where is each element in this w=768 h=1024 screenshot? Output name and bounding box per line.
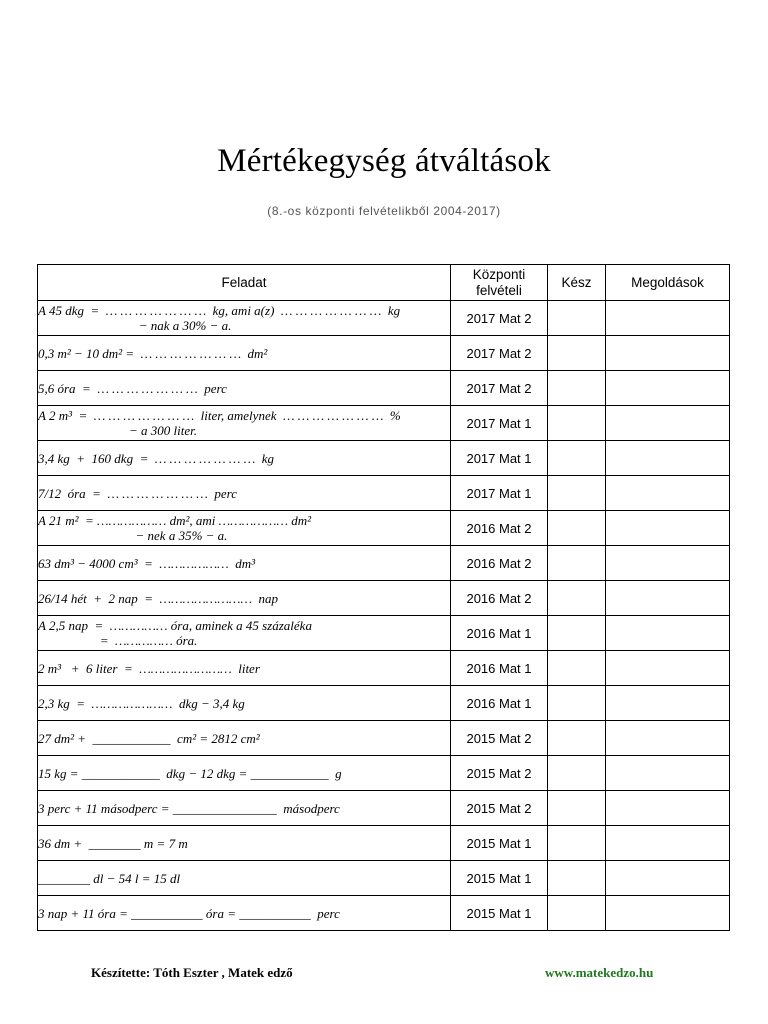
solution-cell	[606, 826, 730, 861]
task-cell: A 2,5 nap = …………… óra, aminek a 45 százaléka = …………… óra.	[38, 616, 451, 651]
table-row	[38, 476, 730, 511]
done-cell	[548, 826, 606, 861]
exam-cell: 2015 Mat 2	[451, 791, 548, 826]
task-cell: 63 dm³ − 4000 cm³ = ……………… dm³	[38, 546, 451, 581]
solution-cell	[606, 651, 730, 686]
done-cell	[548, 301, 606, 336]
exam-cell: 2017 Mat 1	[451, 406, 548, 441]
task-cell: 2 m³ + 6 liter = …………………… liter	[38, 651, 451, 686]
header-task: Feladat	[38, 265, 451, 301]
exam-cell: 2015 Mat 1	[451, 896, 548, 931]
done-cell	[548, 651, 606, 686]
table-row	[38, 616, 730, 651]
done-cell	[548, 371, 606, 406]
task-cell: 36 dm + ________ m = 7 m	[38, 826, 451, 861]
table-row	[38, 756, 730, 791]
solution-cell	[606, 896, 730, 931]
task-cell: A 2 m³ = … … … … … … … liter, amelynek … … … … … … … % − a 300 liter.	[38, 406, 451, 441]
done-cell	[548, 406, 606, 441]
exam-cell: 2016 Mat 1	[451, 651, 548, 686]
solution-cell	[606, 441, 730, 476]
solution-cell	[606, 406, 730, 441]
solution-cell	[606, 511, 730, 546]
task-cell: 3 nap + 11 óra = ___________ óra = ___________ perc	[38, 896, 451, 931]
table-header-row	[38, 265, 730, 301]
table-row	[38, 441, 730, 476]
done-cell	[548, 861, 606, 896]
table-row	[38, 826, 730, 861]
solution-cell	[606, 476, 730, 511]
solution-cell	[606, 721, 730, 756]
solution-cell	[606, 686, 730, 721]
exam-cell: 2016 Mat 2	[451, 511, 548, 546]
task-cell: 2,3 kg = ………………… dkg − 3,4 kg	[38, 686, 451, 721]
task-cell: 15 kg = ____________ dkg − 12 dkg = ____________ g	[38, 756, 451, 791]
done-cell	[548, 791, 606, 826]
task-cell: A 45 dkg = … … … … … … … kg, ami a(z) … … … … … … … kg − nak a 30% − a.	[38, 301, 451, 336]
task-cell: 7/12 óra = … … … … … … … perc	[38, 476, 451, 511]
header-exam: Központi felvételi	[451, 265, 548, 301]
done-cell	[548, 581, 606, 616]
exam-cell: 2015 Mat 2	[451, 721, 548, 756]
done-cell	[548, 896, 606, 931]
table-body	[38, 301, 730, 931]
task-cell: 3,4 kg + 160 dkg = … … … … … … … kg	[38, 441, 451, 476]
page-subtitle: (8.-os központi felvételikből 2004-2017)	[267, 204, 501, 218]
header-done: Kész	[548, 265, 606, 301]
done-cell	[548, 336, 606, 371]
done-cell	[548, 511, 606, 546]
exam-cell: 2015 Mat 1	[451, 861, 548, 896]
footer-website-link[interactable]: www.matekedzo.hu	[545, 965, 654, 980]
solution-cell	[606, 616, 730, 651]
exam-cell: 2017 Mat 2	[451, 301, 548, 336]
solution-cell	[606, 336, 730, 371]
table-row	[38, 336, 730, 371]
exam-cell: 2015 Mat 1	[451, 826, 548, 861]
exam-cell: 2016 Mat 1	[451, 616, 548, 651]
table-row	[38, 371, 730, 406]
solution-cell	[606, 546, 730, 581]
done-cell	[548, 546, 606, 581]
footer-author: Készítette: Tóth Eszter , Matek edző	[91, 965, 293, 980]
exam-cell: 2015 Mat 2	[451, 756, 548, 791]
exam-cell: 2017 Mat 1	[451, 476, 548, 511]
exam-cell: 2017 Mat 1	[451, 441, 548, 476]
tasks-table	[37, 264, 730, 931]
solution-cell	[606, 861, 730, 896]
task-cell: 0,3 m² − 10 dm² = … … … … … … … dm²	[38, 336, 451, 371]
page-title: Mértékegység átváltások	[217, 143, 551, 179]
solution-cell	[606, 581, 730, 616]
task-cell: ________ dl − 54 l = 15 dl	[38, 861, 451, 896]
table-row	[38, 546, 730, 581]
table-row	[38, 791, 730, 826]
task-cell: 3 perc + 11 másodperc = ________________ másodperc	[38, 791, 451, 826]
exam-cell: 2016 Mat 1	[451, 686, 548, 721]
table-row	[38, 581, 730, 616]
task-cell: 5,6 óra = … … … … … … … perc	[38, 371, 451, 406]
exam-cell: 2016 Mat 2	[451, 546, 548, 581]
done-cell	[548, 441, 606, 476]
table-row	[38, 651, 730, 686]
header-solutions: Megoldások	[606, 265, 730, 301]
solution-cell	[606, 301, 730, 336]
task-cell: 26/14 hét + 2 nap = …………………… nap	[38, 581, 451, 616]
table-row	[38, 406, 730, 441]
table-row	[38, 301, 730, 336]
task-cell: 27 dm² + ____________ cm² = 2812 cm²	[38, 721, 451, 756]
done-cell	[548, 476, 606, 511]
done-cell	[548, 616, 606, 651]
exam-cell: 2017 Mat 2	[451, 336, 548, 371]
done-cell	[548, 686, 606, 721]
exam-cell: 2017 Mat 2	[451, 371, 548, 406]
done-cell	[548, 756, 606, 791]
task-cell: A 21 m² = ……………… dm², ami ……………… dm² − nek a 35% − a.	[38, 511, 451, 546]
table-row	[38, 686, 730, 721]
solution-cell	[606, 791, 730, 826]
table-row	[38, 511, 730, 546]
table-row	[38, 721, 730, 756]
solution-cell	[606, 371, 730, 406]
table-row	[38, 896, 730, 931]
table-row	[38, 861, 730, 896]
solution-cell	[606, 756, 730, 791]
exam-cell: 2016 Mat 2	[451, 581, 548, 616]
done-cell	[548, 721, 606, 756]
